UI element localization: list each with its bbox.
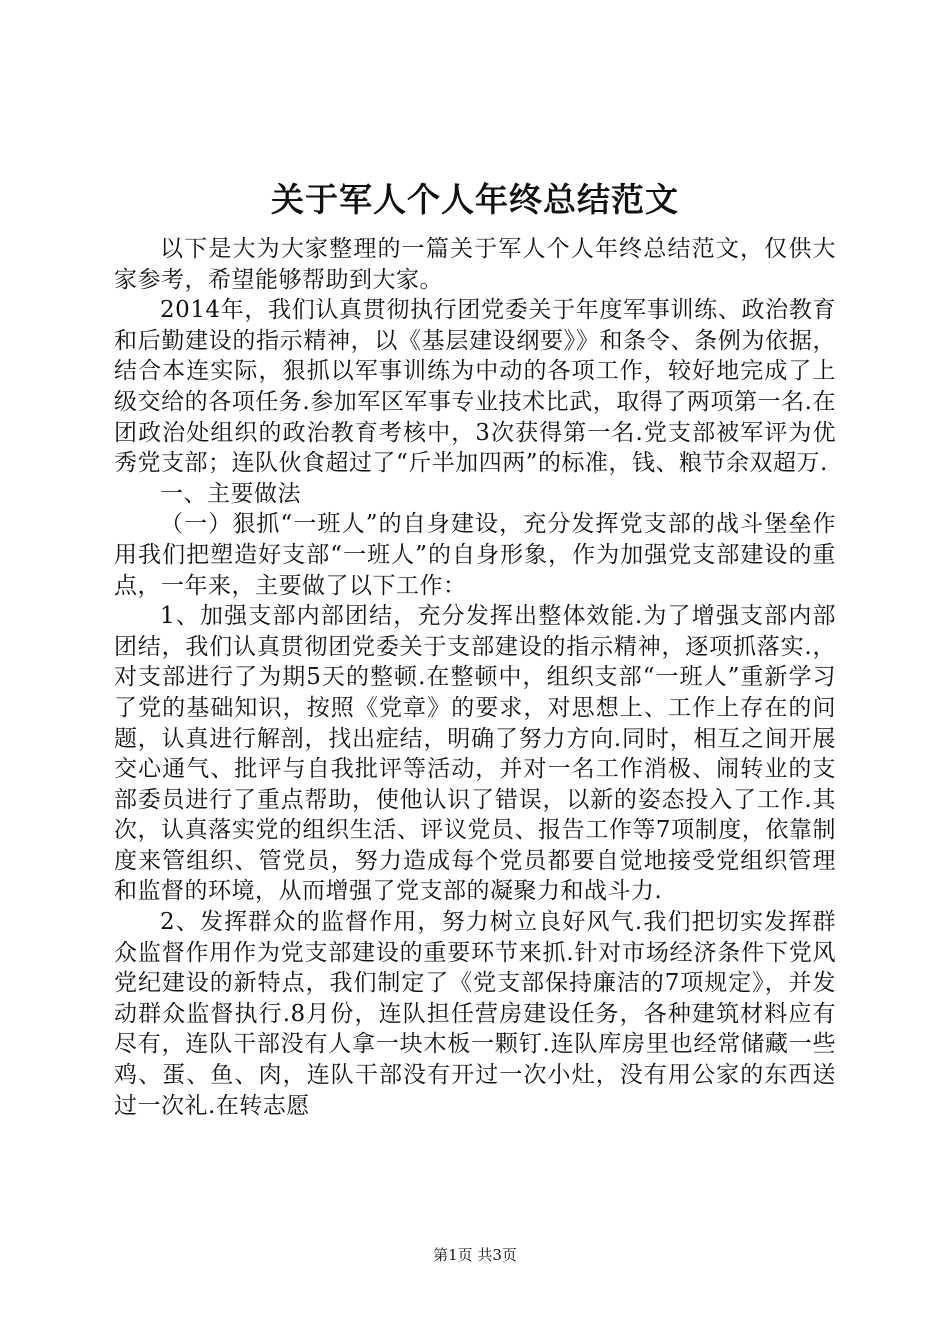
section-heading-main-practices: 一、主要做法	[160, 480, 301, 507]
document-title: 关于军人个人年终总结范文	[271, 180, 679, 219]
paragraph-intro: 以下是大为大家整理的一篇关于军人个人年终总结范文，仅供大家参考，希望能够帮助到大家。	[114, 236, 836, 293]
paragraph-item-2: 2、发挥群众的监督作用，努力树立良好风气.我们把切实发挥群众监督作用作为党支部建设的重要环节来抓.针对市场经济条件下党风党纪建设的新特点，我们制定了《党支部保持廉洁的7项规定》，并发动群众监督执行.8月份，连队担任营房建设任务，各种建筑材料应有尽有，连队干部没有人拿一块木板一颗钉.连队库房里也经常储藏一些鸡、蛋、鱼、肉，连队干部没有开过一次小灶，没有用公家的东西送过一次礼.在转志愿	[114, 909, 836, 1119]
paragraph-item-1: 1、加强支部内部团结，充分发挥出整体效能.为了增强支部内部团结，我们认真贯彻团党委关于支部建设的指示精神，逐项抓落实.，对支部进行了为期5天的整顿.在整顿中，组织支部“一班人”重新学习了党的基础知识，按照《党章》的要求，对思想上、工作上存在的问题，认真进行解剖，找出症结，明确了努力方向.同时，相互之间开展交心通气、批评与自我批评等活动，并对一名工作消极、闹转业的支部委员进行了重点帮助，使他认识了错误，以新的姿态投入了工作.其次，认真落实党的组织生活、评议党员、报告工作等7项制度，依靠制度来管组织、管党员，努力造成每个党员都要自觉地接受党组织管理和监督的环境，从而增强了党支部的凝聚力和战斗力.	[114, 603, 836, 905]
document-body	[114, 234, 836, 1121]
paragraph-subsection-1: （一）狠抓“一班人”的自身建设，充分发挥党支部的战斗堡垒作用我们把塑造好支部“一班人”的自身形象，作为加强党支部建设的重点，一年来，主要做了以下工作：	[114, 511, 836, 599]
paragraph-summary: 2014年，我们认真贯彻执行团党委关于年度军事训练、政治教育和后勤建设的指示精神，以《基层建设纲要》》和条令、条例为依据，结合本连实际，狠抓以军事训练为中动的各项工作，较好地完成了上级交给的各项任务.参加军区军事专业技术比武，取得了两项第一名.在团政治处组织的政治教育考核中，3次获得第一名.党支部被军评为优秀党支部；连队伙食超过了“斤半加四两”的标准，钱、粮节余双超万.	[114, 297, 836, 477]
page-footer: 第1页 共3页	[433, 1246, 517, 1264]
